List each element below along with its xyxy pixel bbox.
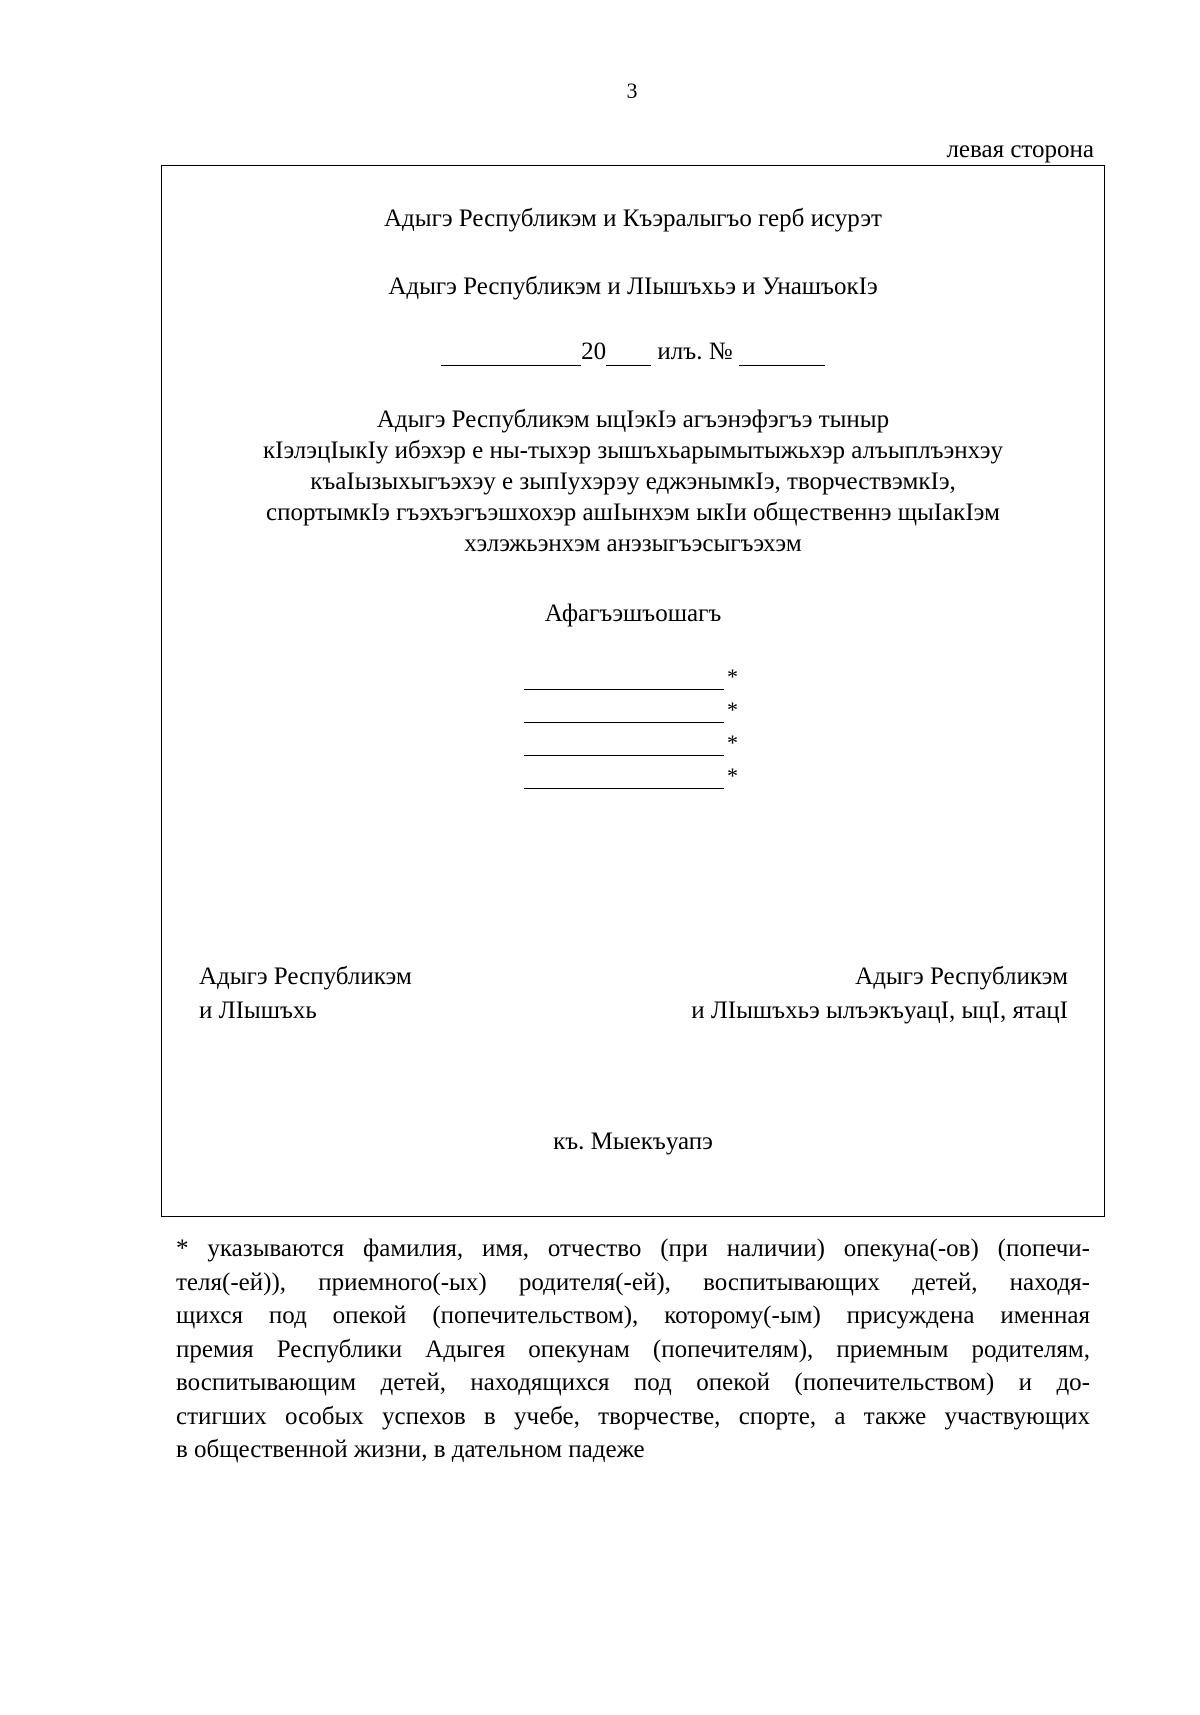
decree-heading: Адыгэ Республикэм и ЛIышъхьэ и УнашъокIэ [388, 273, 878, 300]
number-blank [739, 339, 825, 366]
recipient-name-row [524, 697, 754, 730]
place-name: къ. Мыекъуапэ [553, 1128, 713, 1155]
recipient-name-blank [524, 664, 724, 690]
recipient-name-row [524, 730, 754, 763]
coat-of-arms-caption: Адыгэ Республикэм и Къэралыгъо герб исурэт [384, 205, 882, 232]
signature-block-right [691, 960, 1068, 1028]
footnote-marker: * [727, 697, 738, 722]
signature-left-line: и ЛIышъхь [199, 997, 317, 1024]
footnote-line: теля(-ей)), приемного(-ых) родителя(-ей), воспитывающих детей, находя- [176, 1268, 1090, 1296]
footnote [176, 1232, 1090, 1467]
recipient-name-row [524, 664, 754, 697]
footnote-line: воспитывающим детей, находящихся под опекой (попечительством) и до- [176, 1369, 1090, 1396]
recipient-name-blank [524, 763, 724, 789]
side-label: левая сторона [946, 136, 1094, 163]
footnote-line: щихся под опекой (попечительством), которому(-ым) присуждена именная [176, 1302, 1090, 1329]
recipient-name-blank [524, 730, 724, 756]
signature-right-line: Адыгэ Республикэм [855, 963, 1068, 990]
award-title-line: къаIызыхыгъэхэу е зыпIухэрэу еджэнымкIэ, творчествэмкIэ, [310, 468, 956, 495]
recipient-name-blanks [524, 664, 754, 796]
award-form-frame [161, 165, 1105, 1217]
footnote-marker: * [727, 664, 738, 689]
signature-block-left [199, 960, 412, 1028]
date-number-line [162, 338, 1104, 366]
footnote-marker: * [727, 730, 738, 755]
signature-left-line: Адыгэ Республикэм [199, 963, 412, 990]
award-title [162, 404, 1104, 559]
footnote-line: премия Республики Адыгея опекунам (попечителям), приемным родителям, [176, 1335, 1090, 1363]
award-title-line: хэлэжьэнхэм анэзыгъэсыгъэхэм [464, 530, 802, 557]
footnote-line: в общественной жизни, в дательном падеже [176, 1436, 645, 1463]
recipient-name-blank [524, 697, 724, 723]
footnote-line: стигших особых успехов в учебе, творчестве, спорте, а также участвующих [176, 1402, 1090, 1430]
page-number: 3 [626, 78, 638, 103]
year-blank [606, 339, 651, 366]
signature-right-line: и ЛIышъхьэ ылъэкъуацI, ыцI, ятацI [691, 997, 1068, 1024]
recipient-name-row [524, 763, 754, 796]
date-blank [441, 339, 581, 366]
award-title-line: кIэлэцIыкIу ибэхэр е ны-тыхэр зышъхьарымытыжьхэр алъыплъэнхэу [262, 437, 1003, 464]
award-title-line: Адыгэ Республикэм ыцIэкIэ агъэнэфэгъэ тыныр [376, 406, 890, 433]
footnote-line: * указываются фамилия, имя, отчество (при наличии) опекуна(-ов) (попечи- [176, 1235, 1090, 1262]
footnote-marker: * [727, 763, 738, 788]
awarded-heading: Афагъэшъошагъ [544, 600, 722, 627]
award-title-line: спортымкIэ гъэхъэгъэшхохэр ашIынхэм ыкIи общественнэ щыIакIэм [266, 499, 1000, 526]
date-suffix: илъ. № [657, 338, 733, 365]
date-year: 20 [581, 338, 607, 365]
